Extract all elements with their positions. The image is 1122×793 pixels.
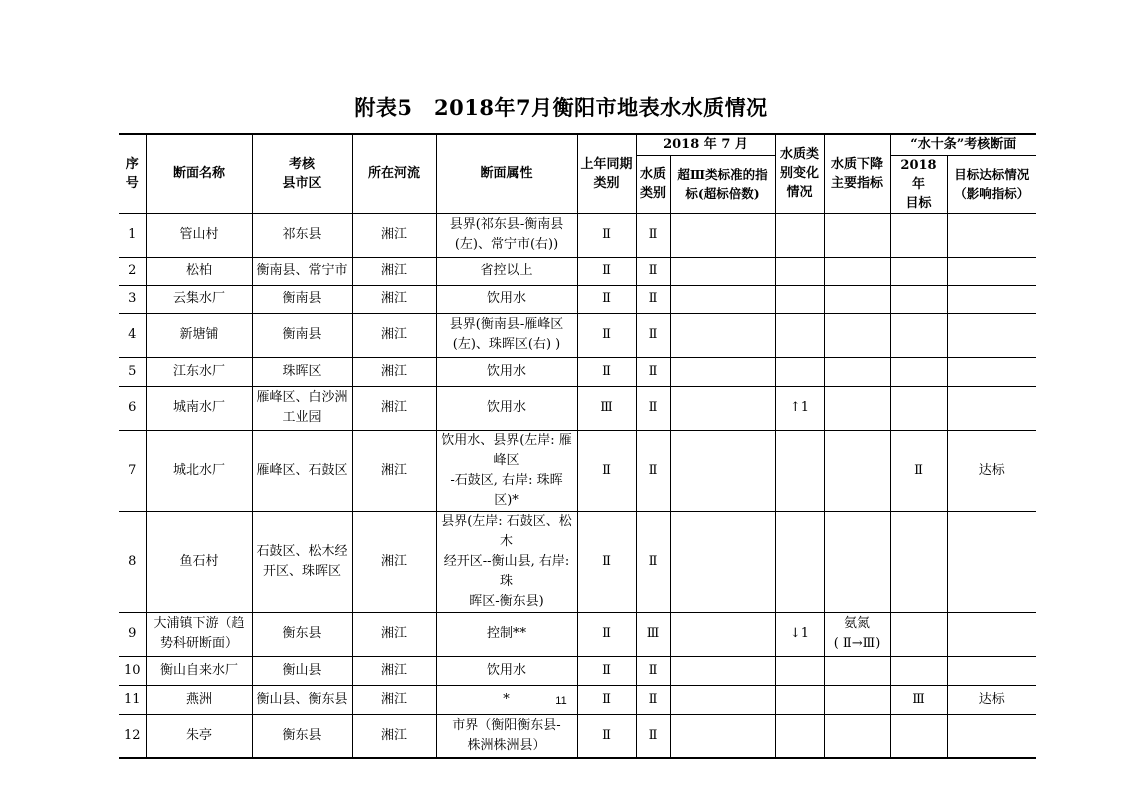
cell-change <box>775 714 824 758</box>
cell-river: 湘江 <box>352 430 436 511</box>
cell-change <box>775 656 824 685</box>
table-row <box>119 257 1036 285</box>
water-quality-table <box>119 133 1036 759</box>
cell-decline <box>824 386 890 430</box>
cell-county: 祁东县 <box>252 213 352 257</box>
cell-attr: 饮用水、县界(左岸: 雁峰区 -石鼓区, 右岸: 珠晖区)* <box>436 430 577 511</box>
cell-last: Ⅱ <box>577 257 636 285</box>
table-row <box>119 656 1036 685</box>
cell-river: 湘江 <box>352 386 436 430</box>
table-row <box>119 386 1036 430</box>
cell-change <box>775 357 824 386</box>
cell-name: 大浦镇下游（趋 势科研断面） <box>146 612 252 656</box>
cell-name: 城南水厂 <box>146 386 252 430</box>
cell-last: Ⅱ <box>577 357 636 386</box>
header-target-2018: 2018 年 目标 <box>890 155 947 213</box>
cell-county: 石鼓区、松木经 开区、珠晖区 <box>252 511 352 612</box>
cell-last: Ⅱ <box>577 313 636 357</box>
cell-attr: 县界(衡南县-雁峰区 (左)、珠晖区(右) ) <box>436 313 577 357</box>
cell-decline <box>824 430 890 511</box>
cell-river: 湘江 <box>352 612 436 656</box>
cell-target <box>890 357 947 386</box>
cell-target <box>890 257 947 285</box>
cell-name: 新塘铺 <box>146 313 252 357</box>
cell-attr: 饮用水 <box>436 285 577 313</box>
cell-attr: 饮用水 <box>436 357 577 386</box>
cell-decline: 氨氮 ( Ⅱ→Ⅲ) <box>824 612 890 656</box>
cell-class: Ⅱ <box>636 714 670 758</box>
cell-exceed <box>670 313 775 357</box>
header-ten-group: “水十条”考核断面 <box>890 134 1036 155</box>
cell-change <box>775 213 824 257</box>
cell-name: 衡山自来水厂 <box>146 656 252 685</box>
cell-seq: 8 <box>119 511 146 612</box>
cell-decline <box>824 257 890 285</box>
cell-river: 湘江 <box>352 685 436 714</box>
cell-exceed <box>670 257 775 285</box>
cell-decline <box>824 656 890 685</box>
cell-county: 衡东县 <box>252 612 352 656</box>
cell-name: 城北水厂 <box>146 430 252 511</box>
cell-seq: 6 <box>119 386 146 430</box>
cell-exceed <box>670 386 775 430</box>
page-number: 11 <box>555 695 567 707</box>
cell-county: 衡山县 <box>252 656 352 685</box>
cell-decline <box>824 357 890 386</box>
header-target-status: 目标达标情况 （影响指标） <box>947 155 1036 213</box>
cell-seq: 10 <box>119 656 146 685</box>
cell-name: 朱亭 <box>146 714 252 758</box>
cell-county: 雁峰区、石鼓区 <box>252 430 352 511</box>
cell-status <box>947 656 1036 685</box>
cell-class: Ⅱ <box>636 511 670 612</box>
cell-class: Ⅱ <box>636 257 670 285</box>
cell-change <box>775 313 824 357</box>
cell-change: ↓1 <box>775 612 824 656</box>
cell-class: Ⅱ <box>636 285 670 313</box>
table-row <box>119 213 1036 257</box>
cell-status <box>947 213 1036 257</box>
cell-name: 云集水厂 <box>146 285 252 313</box>
header-change: 水质类 别变化 情况 <box>775 134 824 213</box>
cell-class: Ⅲ <box>636 612 670 656</box>
cell-last: Ⅱ <box>577 213 636 257</box>
cell-river: 湘江 <box>352 213 436 257</box>
cell-seq: 3 <box>119 285 146 313</box>
cell-change <box>775 257 824 285</box>
cell-decline <box>824 714 890 758</box>
cell-class: Ⅱ <box>636 213 670 257</box>
cell-target <box>890 285 947 313</box>
cell-target: Ⅲ <box>890 685 947 714</box>
cell-river: 湘江 <box>352 511 436 612</box>
header-decline: 水质下降 主要指标 <box>824 134 890 213</box>
cell-exceed <box>670 612 775 656</box>
cell-river: 湘江 <box>352 656 436 685</box>
header-section-name: 断面名称 <box>146 134 252 213</box>
cell-exceed <box>670 285 775 313</box>
cell-exceed <box>670 714 775 758</box>
table-row <box>119 313 1036 357</box>
cell-exceed <box>670 213 775 257</box>
cell-name: 江东水厂 <box>146 357 252 386</box>
cell-class: Ⅱ <box>636 430 670 511</box>
cell-seq: 12 <box>119 714 146 758</box>
cell-name: 松柏 <box>146 257 252 285</box>
header-last-year: 上年同期 类别 <box>577 134 636 213</box>
cell-river: 湘江 <box>352 313 436 357</box>
cell-last: Ⅲ <box>577 386 636 430</box>
cell-status: 达标 <box>947 685 1036 714</box>
table-row <box>119 357 1036 386</box>
cell-target <box>890 386 947 430</box>
cell-seq: 7 <box>119 430 146 511</box>
cell-status <box>947 313 1036 357</box>
cell-seq: 11 <box>119 685 146 714</box>
cell-class: Ⅱ <box>636 656 670 685</box>
cell-attr: * <box>436 685 577 714</box>
cell-county: 衡南县 <box>252 313 352 357</box>
cell-target <box>890 511 947 612</box>
table-row <box>119 612 1036 656</box>
cell-status <box>947 357 1036 386</box>
table-row <box>119 285 1036 313</box>
cell-county: 衡南县、常宁市 <box>252 257 352 285</box>
cell-class: Ⅱ <box>636 357 670 386</box>
cell-river: 湘江 <box>352 257 436 285</box>
cell-river: 湘江 <box>352 714 436 758</box>
cell-change: ↑1 <box>775 386 824 430</box>
cell-county: 衡南县 <box>252 285 352 313</box>
cell-attr: 县界(左岸: 石鼓区、松木 经开区--衡山县, 右岸: 珠 晖区-衡东县) <box>436 511 577 612</box>
cell-seq: 9 <box>119 612 146 656</box>
cell-county: 衡山县、衡东县 <box>252 685 352 714</box>
cell-status <box>947 612 1036 656</box>
cell-exceed <box>670 656 775 685</box>
header-quality-class: 水质 类别 <box>636 155 670 213</box>
cell-change <box>775 285 824 313</box>
cell-target <box>890 656 947 685</box>
cell-seq: 5 <box>119 357 146 386</box>
cell-county: 衡东县 <box>252 714 352 758</box>
cell-target: Ⅱ <box>890 430 947 511</box>
cell-seq: 1 <box>119 213 146 257</box>
header-county: 考核 县市区 <box>252 134 352 213</box>
cell-exceed <box>670 357 775 386</box>
cell-county: 雁峰区、白沙洲 工业园 <box>252 386 352 430</box>
cell-status <box>947 285 1036 313</box>
cell-attr: 饮用水 <box>436 656 577 685</box>
cell-last: Ⅱ <box>577 511 636 612</box>
table-row <box>119 714 1036 758</box>
cell-seq: 4 <box>119 313 146 357</box>
cell-name: 管山村 <box>146 213 252 257</box>
cell-exceed <box>670 430 775 511</box>
header-month-group: 2018 年 7 月 <box>636 134 775 155</box>
cell-status <box>947 714 1036 758</box>
cell-county: 珠晖区 <box>252 357 352 386</box>
header-exceed: 超Ⅲ类标准的指 标(超标倍数) <box>670 155 775 213</box>
cell-class: Ⅱ <box>636 313 670 357</box>
cell-last: Ⅱ <box>577 656 636 685</box>
cell-decline <box>824 285 890 313</box>
cell-status <box>947 257 1036 285</box>
cell-name: 鱼石村 <box>146 511 252 612</box>
table-row <box>119 511 1036 612</box>
cell-river: 湘江 <box>352 285 436 313</box>
table-row <box>119 430 1036 511</box>
cell-status <box>947 511 1036 612</box>
cell-target <box>890 213 947 257</box>
cell-exceed <box>670 511 775 612</box>
cell-status: 达标 <box>947 430 1036 511</box>
cell-last: Ⅱ <box>577 430 636 511</box>
cell-decline <box>824 511 890 612</box>
cell-attr: 市界（衡阳衡东县- 株洲株洲县） <box>436 714 577 758</box>
cell-decline <box>824 213 890 257</box>
cell-last: Ⅱ <box>577 612 636 656</box>
header-seq: 序 号 <box>119 134 146 213</box>
cell-attr: 县界(祁东县-衡南县 (左)、常宁市(右)) <box>436 213 577 257</box>
header-river: 所在河流 <box>352 134 436 213</box>
cell-class: Ⅱ <box>636 685 670 714</box>
cell-target <box>890 714 947 758</box>
cell-decline <box>824 313 890 357</box>
cell-last: Ⅱ <box>577 685 636 714</box>
header-attribute: 断面属性 <box>436 134 577 213</box>
cell-class: Ⅱ <box>636 386 670 430</box>
cell-last: Ⅱ <box>577 714 636 758</box>
cell-change <box>775 511 824 612</box>
page-title: 附表5 2018年7月衡阳市地表水水质情况 <box>354 95 768 120</box>
cell-last: Ⅱ <box>577 285 636 313</box>
cell-attr: 省控以上 <box>436 257 577 285</box>
cell-target <box>890 313 947 357</box>
cell-river: 湘江 <box>352 357 436 386</box>
cell-target <box>890 612 947 656</box>
cell-attr: 控制** <box>436 612 577 656</box>
cell-name: 燕洲 <box>146 685 252 714</box>
cell-seq: 2 <box>119 257 146 285</box>
cell-status <box>947 386 1036 430</box>
cell-change <box>775 430 824 511</box>
cell-attr: 饮用水 <box>436 386 577 430</box>
